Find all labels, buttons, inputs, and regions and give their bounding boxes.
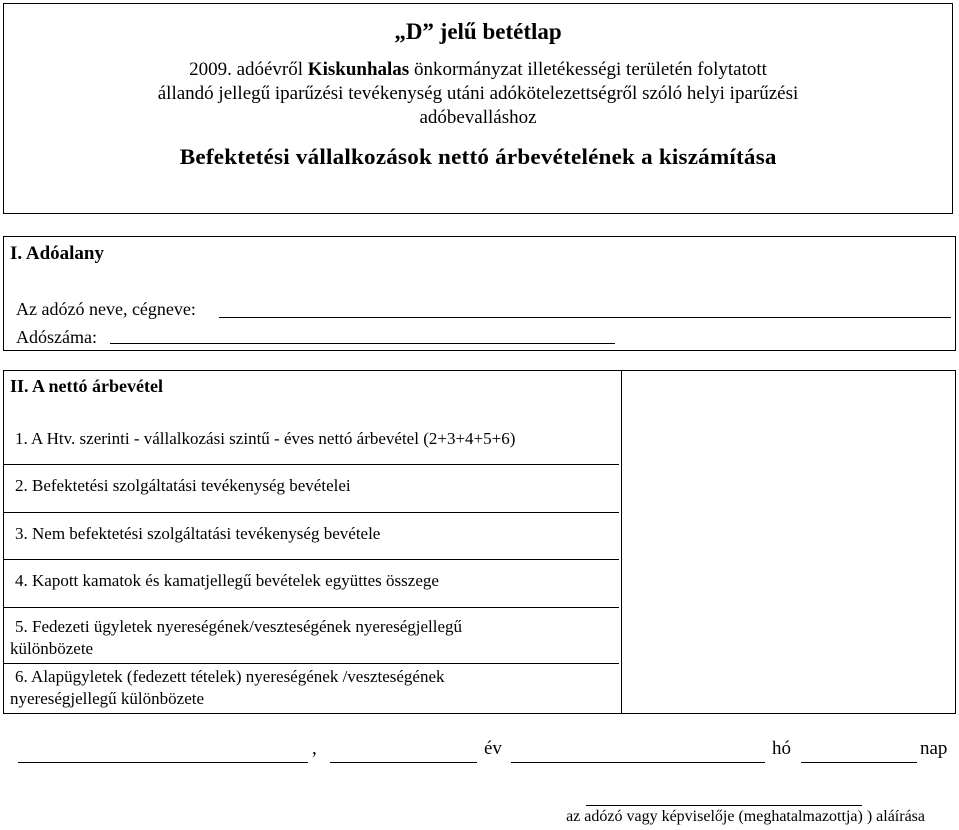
month-label: hó bbox=[772, 738, 791, 759]
row-divider bbox=[4, 559, 619, 560]
section-taxpayer bbox=[3, 236, 956, 351]
signature-caption: az adózó vagy képviselője (meghatalmazottja) ) aláírása bbox=[566, 808, 925, 825]
revenue-item-5-line-1: 5. Fedezeti ügyletek nyereségének/veszteségének nyereségjellegű bbox=[15, 617, 462, 636]
form-title: „D” jelű betétlap bbox=[394, 19, 562, 44]
revenue-item-2: 2. Befektetési szolgáltatási tevékenység bevételei bbox=[15, 476, 351, 495]
header-box bbox=[3, 3, 953, 214]
form-subtitle bbox=[4, 144, 952, 170]
section-net-revenue bbox=[3, 370, 956, 714]
revenue-item-3: 3. Nem befektetési szolgáltatási tevékenység bevétele bbox=[15, 524, 381, 543]
revenue-item-5 bbox=[10, 616, 610, 660]
row-divider bbox=[4, 607, 619, 608]
signature-field[interactable] bbox=[586, 805, 862, 806]
revenue-item-1: 1. A Htv. szerinti - vállalkozási szintű - éves nettó árbevétel (2+3+4+5+6) bbox=[15, 429, 516, 448]
header-line-2: állandó jellegű iparűzési tevékenység utáni adókötelezettségről szóló helyi iparűzési bbox=[157, 83, 799, 104]
amount-column-divider bbox=[621, 371, 622, 713]
header-line-1-suffix: önkormányzat illetékességi területén folytatott bbox=[409, 59, 767, 80]
tax-number-field[interactable] bbox=[110, 343, 615, 344]
revenue-item-6-line-1: 6. Alapügyletek (fedezett tételek) nyereségének /veszteségének bbox=[15, 667, 445, 686]
section-net-revenue-title: II. A nettó árbevétel bbox=[10, 376, 163, 396]
row-divider bbox=[4, 663, 619, 664]
place-comma: , bbox=[312, 738, 317, 759]
revenue-item-4: 4. Kapott kamatok és kamatjellegű bevételek együttes összege bbox=[15, 571, 439, 590]
header-line-3: adóbevalláshoz bbox=[419, 107, 537, 128]
form-subtitle-text: Befektetési vállalkozások nettó árbevételének a kiszámítása bbox=[179, 144, 777, 169]
revenue-item-5-line-2: különbözete bbox=[10, 639, 94, 658]
day-label: nap bbox=[920, 738, 948, 759]
header-line-1-prefix: 2009. adóévről bbox=[189, 59, 308, 80]
row-divider bbox=[4, 512, 619, 513]
header-line-1 bbox=[4, 58, 952, 82]
year-label: év bbox=[484, 738, 502, 759]
tax-number-label: Adószáma: bbox=[16, 327, 97, 347]
revenue-item-6 bbox=[10, 666, 610, 710]
place-field[interactable] bbox=[18, 762, 308, 763]
month-field[interactable] bbox=[511, 762, 765, 763]
taxpayer-name-label: Az adózó neve, cégneve: bbox=[16, 299, 196, 319]
section-taxpayer-title: I. Adóalany bbox=[10, 243, 104, 264]
taxpayer-name-field[interactable] bbox=[219, 317, 951, 318]
revenue-item-6-line-2: nyereségjellegű különbözete bbox=[10, 689, 205, 708]
row-divider bbox=[4, 464, 619, 465]
day-field[interactable] bbox=[801, 762, 917, 763]
year-field[interactable] bbox=[330, 762, 477, 763]
header-city: Kiskunhalas bbox=[307, 59, 410, 80]
